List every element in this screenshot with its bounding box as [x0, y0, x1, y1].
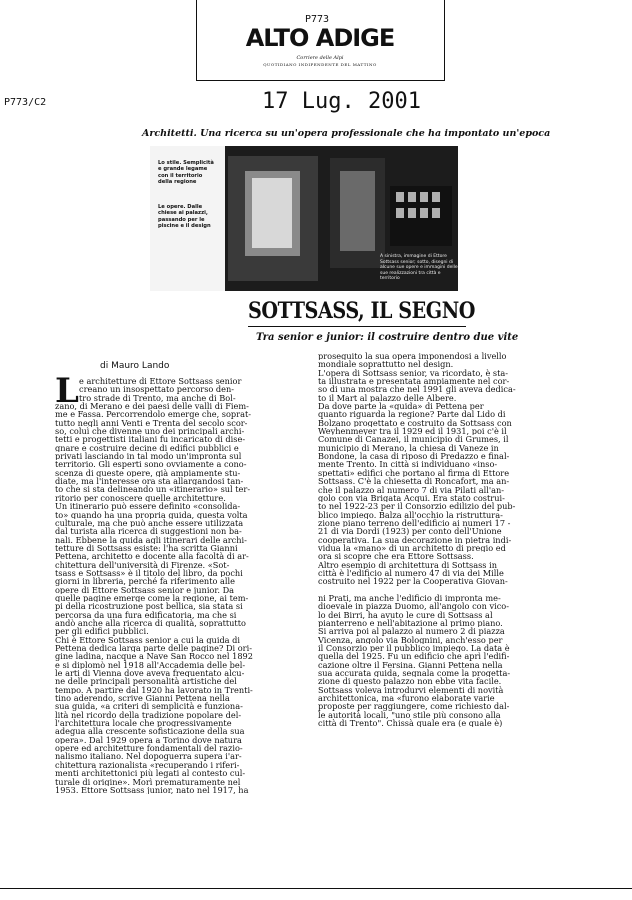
article-text-line: 1953. Ettore Sottsass junior, nato nel 1917, ha — [55, 785, 249, 795]
article-text-line: sua accurata guida, segnala come la progetta- — [318, 669, 511, 678]
article-text-line: quanto riguarda la regione? Parte dal Lido di — [318, 410, 506, 419]
article-text-line: città è l'edificio al numero 47 di via dei Mille — [318, 568, 504, 578]
article-text-line: lo dei Birri, ha avuto le cure di Sottsass al — [318, 610, 493, 619]
article-text-line: lità nel ricordo della tradizione popolare del- — [55, 710, 242, 720]
article-text-line: il Consorzio per il pubblico impiego. La data è — [318, 644, 510, 653]
article-headline: SOTTSASS, IL SEGNO — [248, 298, 476, 324]
article-text-line: gnare e costruire decine di edifici pubblici e — [55, 443, 239, 453]
article-text-line: menti architettonici più legati al contesto cul- — [55, 769, 246, 778]
article-text-line: tro strade di Trento, ma anche di Bol- — [79, 393, 236, 403]
article-text-line: Pettena, architetto e docente alla facoltà di ar- — [55, 552, 249, 561]
article-text-line: zione di questo palazzo non ebbe vita facile. — [318, 677, 502, 686]
article-text-line: adegua alla crescente sofisticazione della sua — [55, 727, 245, 736]
article-text-line: tutto negli anni Venti e Trenta del secolo scor- — [55, 418, 248, 428]
article-text-line: Da dove parte la «guida» di Pettena per — [318, 402, 484, 411]
article-text-line: tempo. A partire dal 1920 ha lavorato in Trenti- — [55, 685, 253, 695]
article-text-line: culturale, ma che può anche essere utilizzata — [55, 518, 244, 528]
article-text-line: Vicenza, angolo via Bolognini, anch'esso per — [318, 635, 503, 645]
article-text-line: to nel 1922-23 per il Consorzio edilizio del pub- — [318, 502, 516, 511]
article-text-line: e si diplomò nel 1918 all'Accademia delle bel- — [55, 660, 246, 670]
article-text-line: municipio di Merano, la chiesa di Vaneze in — [318, 443, 499, 453]
article-text-line: percorsa da una fura edificatoria, ma che si — [55, 610, 237, 619]
article-text-line: città di Trento". Chissà quale era (e quale è) — [318, 719, 503, 728]
article-text-line: quelle pagine emerge come la regione, ai tem- — [55, 593, 249, 603]
section-code: P773/C2 — [4, 97, 47, 108]
article-text-line: Si arriva poi al palazzo al numero 2 di piazza — [318, 627, 505, 636]
article-text-line: so, coluì che divenne uno dei principali archi- — [55, 427, 245, 436]
article-text-line: opera». Dal 1929 opera a Torino dove natura — [55, 735, 242, 745]
article-text-line: le autorità locali, "uno stile più consono alla — [318, 710, 501, 720]
article-text-line: le arti di Vienna dove aveva frequentato alcu- — [55, 669, 245, 678]
article-text-line: mente Trento. In città si individuano «inso- — [318, 460, 498, 469]
article-text-line: architettonica, ma «furono elaborate varie — [318, 694, 495, 703]
article-text-line: ni Prati, ma anche l'edificio di impronta me- — [318, 593, 501, 603]
article-text-line: opere di Ettore Sottsass senior e junior. Da — [55, 585, 235, 594]
article-text-line: scenza di queste opere, già ampiamente stu- — [55, 468, 241, 478]
article-text-line: nali. Ebbene la guida agli itinerari delle archi- — [55, 535, 247, 544]
article-text-line: spettati» edifici che portano al firma di Ettore — [318, 468, 510, 478]
article-text-line: tetture di Sottsass esiste: l'ha scritta Gianni — [55, 543, 238, 553]
article-text-line: e architetture di Ettore Sottsass senior — [79, 377, 242, 386]
article-column-left — [55, 371, 295, 795]
article-byline: di Mauro Lando — [100, 361, 170, 371]
article-text-line: to» quando ha una propria guida, questa volta — [55, 510, 248, 519]
article-text-line: ritorio per conoscere quelle architetture. — [55, 493, 226, 503]
article-text-line: proposte per raggiungere, come richiesto dal- — [318, 702, 510, 711]
article-text-line: dioevale in piazza Duomo, all'angolo con vico- — [318, 602, 509, 611]
article-text-line: me e Fassa. Percorrendolo emerge che, soprat- — [55, 410, 252, 419]
article-text-line: privati lasciando in tal modo un'impronta sul — [55, 452, 242, 461]
article-text-line: Sottsass. C'è la chiesetta di Roncafort, ma an- — [318, 477, 510, 486]
drop-cap: L — [55, 371, 79, 411]
article-kicker: Architetti. Una ricerca su un'opera professionale che ha impontato un'epoca — [142, 128, 551, 139]
article-text-line: cooperativa. La sua decorazione in pietra indi- — [318, 535, 512, 544]
article-text-line — [318, 586, 564, 594]
article-text-line: Comune di Canazei, il municipio di Grumes, il — [318, 435, 509, 444]
publication-date: 17 Lug. 2001 — [262, 89, 421, 114]
article-text-line: zano, di Merano e dei paesi delle valli di Fiem- — [55, 402, 249, 411]
article-text-line: pi della ricostruzione post bellica, sia stata si — [55, 602, 243, 611]
article-text-line: turale di origine». Morì prematuramente nel — [55, 777, 241, 786]
article-text-line: Sottsass voleva introdurvi elementi di novità — [318, 685, 504, 695]
article-text-line: tino aderendo, scrive Gianni Pettena nella — [55, 694, 230, 703]
masthead-subtitle: Corriere delle Alpi — [296, 55, 344, 61]
masthead-logo: ALTO ADIGE — [245, 24, 395, 52]
headline-rule — [248, 326, 466, 327]
article-text-line: proseguito la sua opera imponendosi a livello — [318, 352, 507, 361]
article-text-line: sua guida, «a criteri di semplicità e funziona- — [55, 702, 243, 711]
article-text-line: blico impiego. Balza all'occhio la ristruttura- — [318, 510, 503, 519]
article-text-line: dal turista alla ricerca di suggestioni non ba- — [55, 527, 242, 536]
masthead-tagline: QUOTIDIANO INDIPENDENTE DEL MATTINO — [263, 62, 377, 67]
article-text-line: territorio. Gli esperti sono ovviamente a cono- — [55, 460, 247, 469]
article-text-line: ta illustrata e presentata ampiamente nel cor- — [318, 377, 510, 386]
article-text-line: so di una mostra che nel 1991 gli aveva dedica- — [318, 385, 516, 394]
article-text-line: tetti e progettisti italiani fu incaricato di dise- — [55, 435, 246, 444]
article-text-line: vidua la «mano» di un architetto di pregio ed — [318, 543, 506, 553]
article-text-line: L'opera di Sottsass senior, va ricordato, è sta- — [318, 368, 509, 378]
article-text-line: l'architettura locale che progressivamente — [55, 719, 232, 728]
article-text-line: costruito nel 1922 per la Cooperativa Giovan- — [318, 577, 508, 586]
article-text-line: Un itinerario può essere definito «consolida- — [55, 502, 241, 511]
header-divider-right — [444, 0, 445, 80]
article-text-line: mondiale soprattutto nel design. — [318, 360, 454, 369]
article-text-line: nalismo italiano. Nel dopoguerra supera i'ar- — [55, 752, 242, 761]
article-text-line: Altro esempio di architettura di Sottsass in — [318, 560, 497, 569]
article-text-line: chitettura razionalista «recuperando i riferi- — [55, 760, 240, 770]
article-text-line: quella del 1925. Fu un edificio che aprì l'edifi- — [318, 652, 510, 661]
photo-caption-works: Le opere. Dalle chiese ai palazzi, passando per le piscine e il design — [158, 204, 211, 229]
article-text-line: diate, ma l'interesse ora sta allargandosi tan- — [55, 477, 244, 486]
article-text-line: Bolzano progettato e costruito da Sottsass con — [318, 418, 512, 428]
article-text-line: creano un insospettato percorso den- — [79, 385, 235, 394]
article-text-line: opere ed architetture fondamentali del razio- — [55, 744, 243, 753]
article-text-line: to che si sta delineando un «itinerario» sul ter- — [55, 485, 251, 494]
article-text-line: to il Mart al palazzo delle Albere. — [318, 393, 457, 403]
article-text-line: giorni in libreria, perché fa riferimento alle — [55, 577, 235, 586]
article-text-line: gine ladina, nacque a Nave San Rocco nel 1892 — [55, 652, 253, 661]
article-text-line: che il palazzo al numero 7 di via Pilati all'an- — [318, 485, 505, 494]
article-text-line: pianterreno e nell'abitazione al primo piano. — [318, 619, 503, 628]
article-text-line: golo con via Brigata Acqui. Era stato costrui- — [318, 493, 505, 503]
article-text-line: zione piano terreno dell'edificio ai numeri 17 - — [318, 518, 511, 528]
article-text-line: per gli edifici pubblici. — [55, 627, 149, 636]
article-text-line: ne delle principali personalità artistiche del — [55, 677, 237, 686]
header-divider-left — [196, 0, 197, 80]
press-code: P773 — [305, 14, 330, 25]
article-text-line: Chi è Ettore Sottsass senior a cui la guida di — [55, 635, 241, 644]
article-text-line: 21 di via Dordi (1923) per conto dell'Unione — [318, 527, 502, 536]
photo-caption-right: A sinistra, immagine di Ettore Sottsass senior; sotto, disegni di alcune sue opere e immagini delle sue realizzazioni tra città e territorio — [380, 254, 458, 281]
article-text-line: Pettena dedica larga parte delle pagine? Di ori- — [55, 644, 252, 653]
photo-caption-style: Lo stile. Semplicità e grande legame con il territorio della regione — [158, 160, 214, 185]
article-column-right — [318, 352, 564, 727]
article-text-line: chitettura dell'università di Firenze. «Sot- — [55, 560, 230, 569]
page-bottom-rule — [0, 888, 632, 889]
article-text-line: tsass e Sottsass» è il titolo del libro, da pochi — [55, 568, 243, 578]
article-text-line: ora si scopre che era Ettore Sottsass. — [318, 552, 474, 561]
article-text-line: cazione oltre il Fersina. Gianni Pettena nella — [318, 660, 503, 670]
article-text-line: Weyhenmeyer tra il 1929 ed il 1931, poi c'è il — [318, 427, 507, 436]
header-rule — [196, 80, 445, 81]
article-text-line: andò anche alla ricerca di qualità, soprattutto — [55, 618, 246, 628]
article-subhead: Tra senior e junior: il costruire dentro due vite — [256, 332, 519, 343]
article-text-line: Bondone, la casa di riposo di Predazzo e final- — [318, 452, 510, 461]
